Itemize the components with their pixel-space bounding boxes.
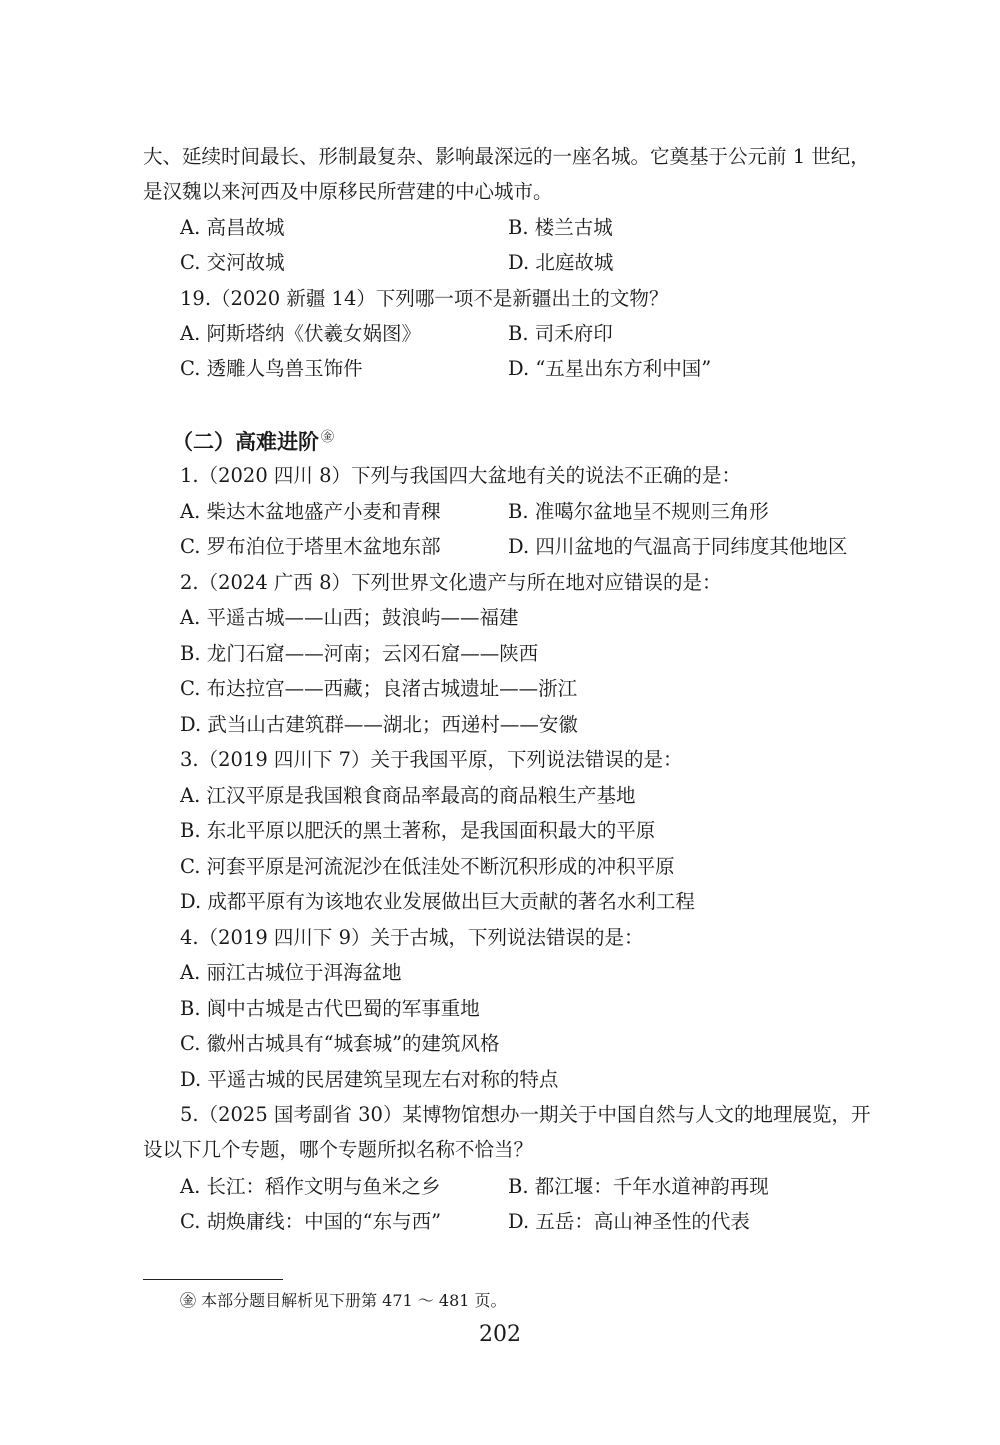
q18-option-d: D. 北庭故城 [508,251,614,274]
intro-line-1: 大、延续时间最长、形制最复杂、影响最深远的一座名城。它奠基于公元前 1 世纪， [143,145,870,168]
s3-option-b: B. 东北平原以肥沃的黑土著称，是我国面积最大的平原 [180,819,656,842]
s4-option-b: B. 阆中古城是古代巴蜀的军事重地 [180,997,480,1020]
section-title: （二）高难进阶 [172,430,319,454]
s3-option-d: D. 成都平原有为该地农业发展做出巨大贡献的著名水利工程 [180,890,695,913]
s5-option-b: B. 都江堰：千年水道神韵再现 [508,1175,769,1198]
page-number: 202 [479,1322,521,1347]
q19-option-d: D. “五星出东方利中国” [508,357,712,380]
intro-line-2: 是汉魏以来河西及中原移民所营建的中心城市。 [143,180,553,203]
s5-stem-line-1: 5.（2025 国考副省 30）某博物馆想办一期关于中国自然与人文的地理展览，开 [180,1103,871,1126]
s4-stem: 4.（2019 四川下 9）关于古城，下列说法错误的是： [180,926,644,949]
s5-option-d: D. 五岳：高山神圣性的代表 [508,1210,750,1233]
s1-stem: 1.（2020 四川 8）下列与我国四大盆地有关的说法不正确的是： [180,464,742,487]
footnote-divider [143,1279,283,1280]
s3-option-a: A. 江汉平原是我国粮食商品率最高的商品粮生产基地 [180,784,636,807]
s1-option-c: C. 罗布泊位于塔里木盆地东部 [180,535,441,558]
s2-option-d: D. 武当山古建筑群——湖北；西递村——安徽 [180,713,578,736]
q19-option-b: B. 司禾府印 [508,322,613,345]
s2-stem: 2.（2024 广西 8）下列世界文化遗产与所在地对应错误的是： [180,571,722,594]
section-heading [172,425,334,455]
s1-option-a: A. 柴达木盆地盛产小麦和青稞 [180,500,441,523]
s3-stem: 3.（2019 四川下 7）关于我国平原，下列说法错误的是： [180,748,683,771]
q19-option-c: C. 透雕人鸟兽玉饰件 [180,357,363,380]
q18-option-c: C. 交河故城 [180,251,285,274]
s1-option-b: B. 准噶尔盆地呈不规则三角形 [508,500,769,523]
footnote-mark-icon: ㊎ [321,430,335,445]
s2-option-b: B. 龙门石窟——河南；云冈石窟——陕西 [180,642,539,665]
s4-option-d: D. 平遥古城的民居建筑呈现左右对称的特点 [180,1068,559,1091]
s2-option-c: C. 布达拉宫——西藏；良渚古城遗址——浙江 [180,677,578,700]
q19-option-a: A. 阿斯塔纳《伏羲女娲图》 [180,322,421,345]
q18-option-b: B. 楼兰古城 [508,216,613,239]
s2-option-a: A. 平遥古城——山西；鼓浪屿——福建 [180,606,519,629]
s3-option-c: C. 河套平原是河流泥沙在低洼处不断沉积形成的冲积平原 [180,855,675,878]
footnote: ㊎ 本部分题目解析见下册第 471 ～ 481 页。 [180,1291,507,1310]
s1-option-d: D. 四川盆地的气温高于同纬度其他地区 [508,535,848,558]
s4-option-a: A. 丽江古城位于洱海盆地 [180,961,402,984]
q19-stem: 19.（2020 新疆 14）下列哪一项不是新疆出土的文物？ [180,287,669,310]
s5-option-c: C. 胡焕庸线：中国的“东与西” [180,1210,442,1233]
s5-stem-line-2: 设以下几个专题，哪个专题所拟名称不恰当？ [143,1138,534,1161]
s5-option-a: A. 长江：稻作文明与鱼米之乡 [180,1175,441,1198]
s4-option-c: C. 徽州古城具有“城套城”的建筑风格 [180,1032,500,1055]
q18-option-a: A. 高昌故城 [180,216,285,239]
